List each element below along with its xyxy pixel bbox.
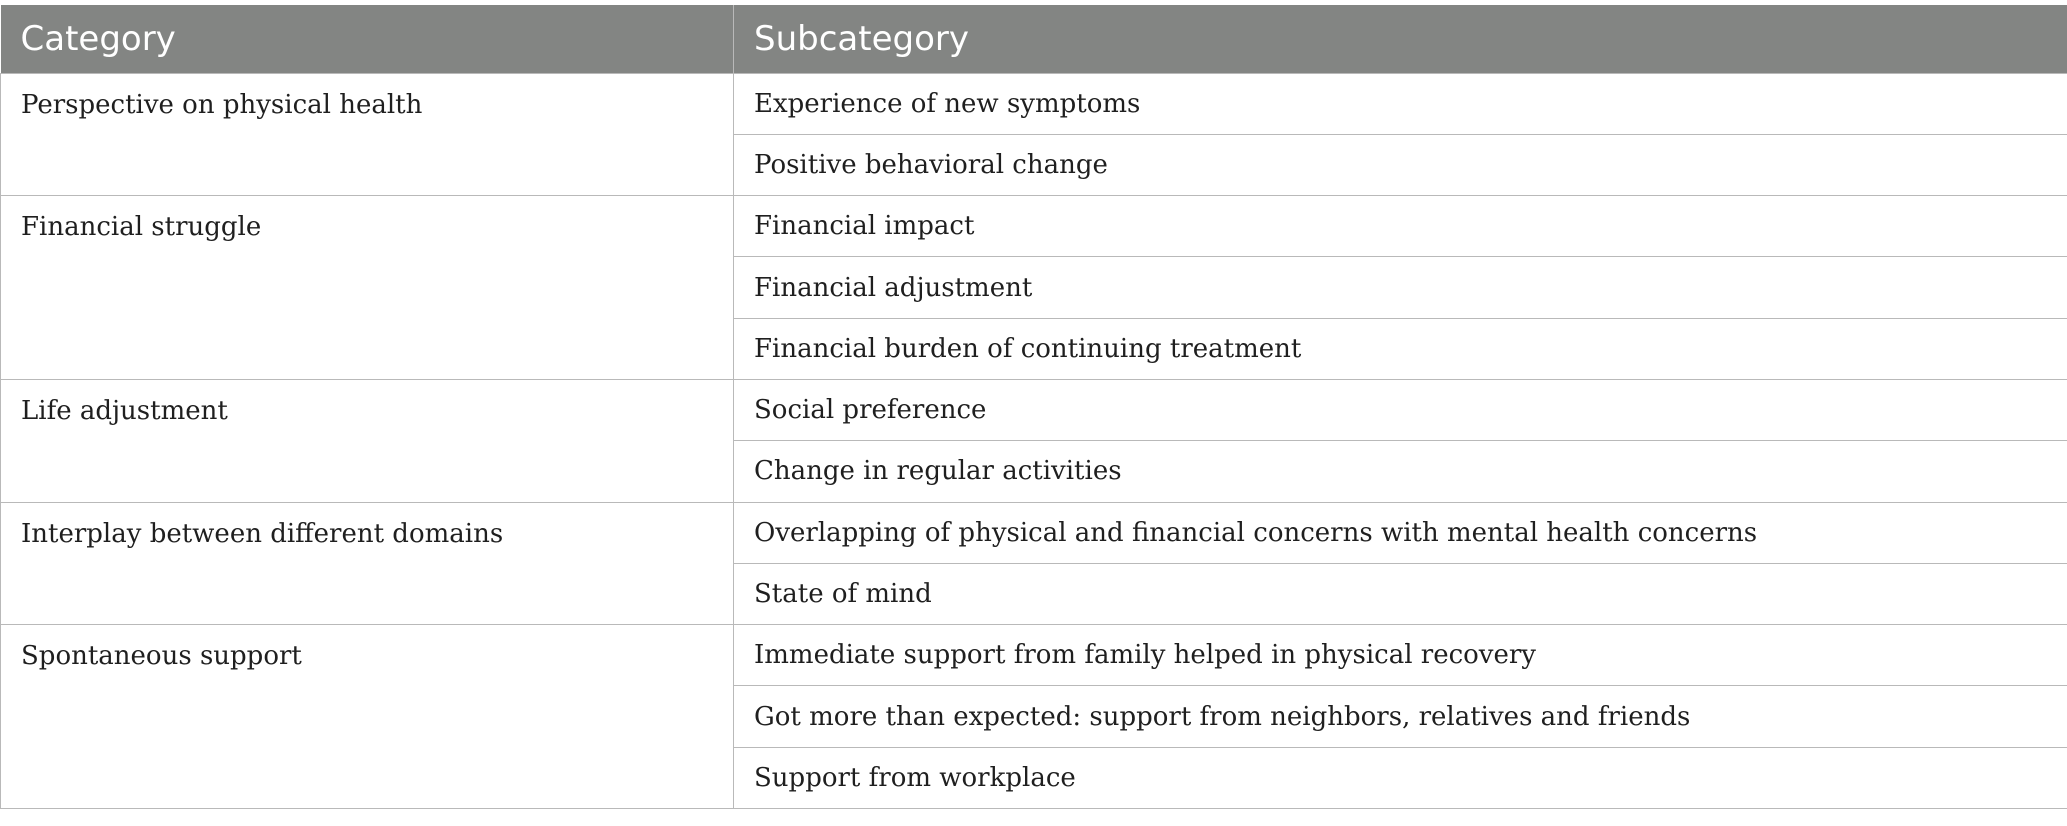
subcategory-cell: Immediate support from family helped in physical recovery: [734, 625, 2067, 686]
table-row: [1, 625, 2067, 686]
subcategory-cell: Positive behavioral change: [734, 134, 2067, 195]
subcategory-cell: Change in regular activities: [734, 441, 2067, 502]
subcategory-cell: Social preference: [734, 379, 2067, 440]
header-subcategory: Subcategory: [734, 5, 2067, 73]
category-cell: Interplay between different domains: [1, 502, 734, 625]
table-row: [1, 379, 2067, 440]
subcategory-cell: Financial adjustment: [734, 257, 2067, 318]
category-cell: Life adjustment: [1, 379, 734, 502]
header-category: Category: [1, 5, 734, 73]
category-table-container: [0, 5, 2067, 809]
header-row: [1, 5, 2067, 73]
category-cell: Perspective on physical health: [1, 73, 734, 196]
category-table: [0, 5, 2067, 809]
table-row: [1, 73, 2067, 134]
table-row: [1, 196, 2067, 257]
subcategory-cell: Overlapping of physical and financial concerns with mental health concerns: [734, 502, 2067, 563]
subcategory-cell: Financial burden of continuing treatment: [734, 318, 2067, 379]
category-cell: Spontaneous support: [1, 625, 734, 809]
subcategory-cell: Financial impact: [734, 196, 2067, 257]
category-cell: Financial struggle: [1, 196, 734, 380]
subcategory-cell: State of mind: [734, 563, 2067, 624]
table-row: [1, 502, 2067, 563]
table-header: [1, 5, 2067, 73]
subcategory-cell: Support from workplace: [734, 747, 2067, 808]
subcategory-cell: Experience of new symptoms: [734, 73, 2067, 134]
subcategory-cell: Got more than expected: support from neighbors, relatives and friends: [734, 686, 2067, 747]
table-body: [1, 73, 2067, 809]
